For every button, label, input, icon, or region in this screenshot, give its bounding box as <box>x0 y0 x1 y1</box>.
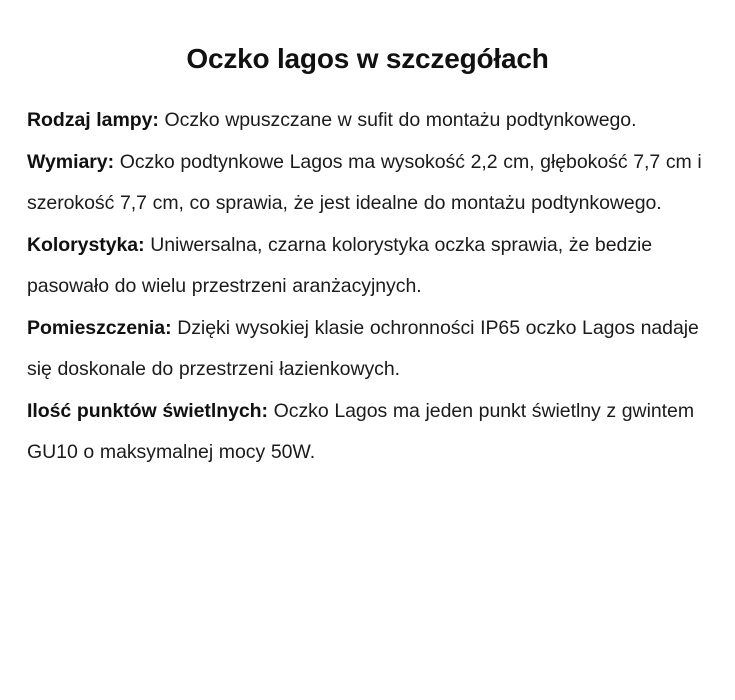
spec-row-wymiary <box>27 142 705 225</box>
page-title: Oczko lagos w szczegółach <box>186 43 549 74</box>
spec-label-kolorystyka: Kolorystyka: <box>27 233 145 256</box>
spec-row-pomieszczenia <box>27 308 705 391</box>
spec-label-wymiary: Wymiary: <box>27 150 115 173</box>
spec-value-pomieszczenia: Dzięki wysokiej klasie ochronności IP65 oczko Lagos nadaje się doskonale do przestrzeni łazienkowych. <box>27 316 699 380</box>
spec-row-rodzaj-lampy <box>27 100 705 142</box>
spec-value-kolorystyka: Uniwersalna, czarna kolorystyka oczka sprawia, że bedzie pasowało do wielu przestrzeni aranżacyjnych. <box>27 233 653 297</box>
spec-label-ilosc-punktow-swietlnych: Ilość punktów świetlnych: <box>27 399 268 422</box>
spec-value-wymiary: Oczko podtynkowe Lagos ma wysokość 2,2 cm, głębokość 7,7 cm i szerokość 7,7 cm, co sprawia, że jest idealne do montażu podtynkowego. <box>27 150 702 214</box>
specifications-list <box>0 100 735 474</box>
spec-row-kolorystyka <box>27 225 705 308</box>
spec-label-pomieszczenia: Pomieszczenia: <box>27 316 172 339</box>
spec-value-ilosc-punktow-swietlnych: Oczko Lagos ma jeden punkt świetlny z gwintem GU10 o maksymalnej mocy 50W. <box>27 399 695 463</box>
spec-row-ilosc-punktow-swietlnych <box>27 391 705 474</box>
spec-value-rodzaj-lampy: Oczko wpuszczane w sufit do montażu podtynkowego. <box>164 109 637 131</box>
spec-label-rodzaj-lampy: Rodzaj lampy: <box>27 109 159 131</box>
